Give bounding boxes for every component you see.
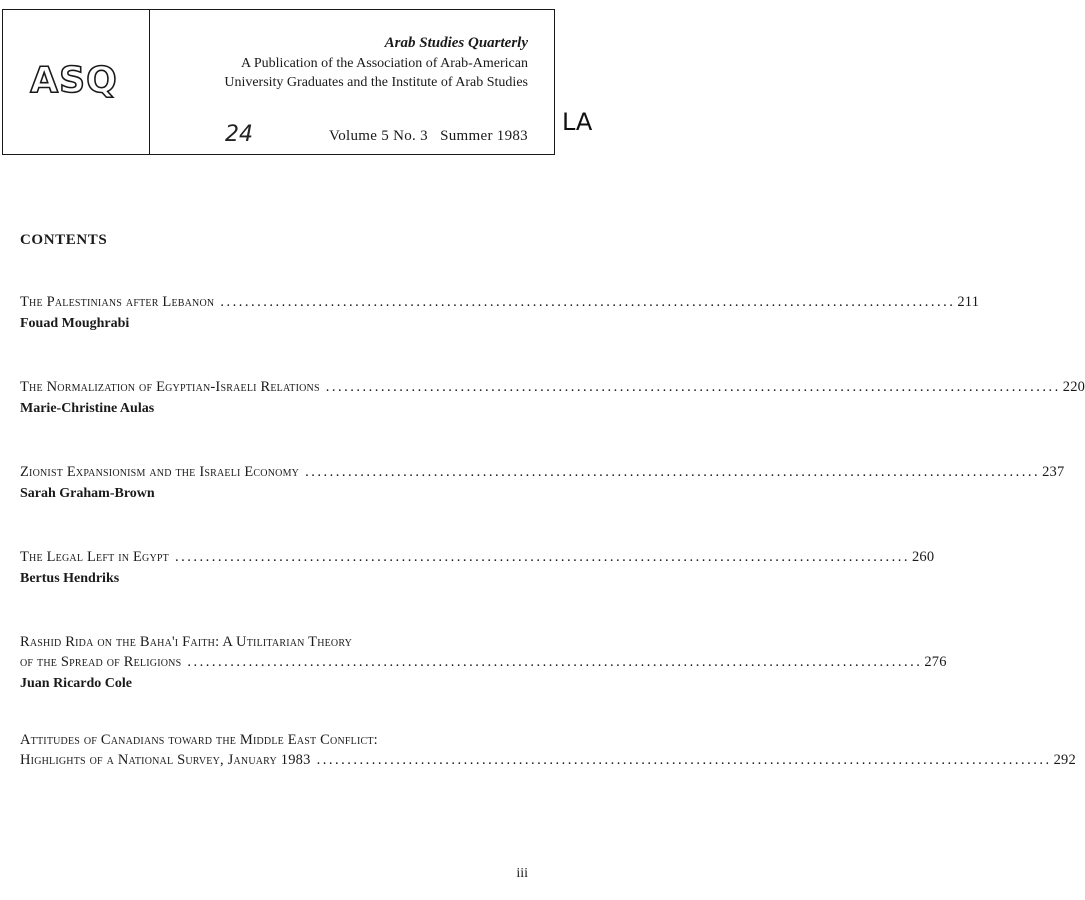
toc-entry [20,377,1085,419]
volume-issue: Volume 5 No. 3 Summer 1983 [329,128,528,144]
article-page: 276 [924,654,947,670]
toc-entry [20,462,1065,504]
toc-title-line [20,632,526,652]
toc-title-line [20,547,935,567]
header-divider [149,10,150,154]
toc-entry [20,632,947,694]
article-title: of the Spread of Religions [20,654,182,670]
publisher-line-1: A Publication of the Association of Arab-American [241,56,528,71]
dot-leader: ........................................................................................................................ [316,752,1052,768]
toc-entry [20,292,980,334]
article-title: Zionist Expansionism and the Israeli Economy [20,464,300,480]
article-title: The Legal Left in Egypt [20,549,169,565]
article-title: Rashid Rida on the Baha'i Faith: A Utilitarian Theory [20,634,353,650]
dot-leader: ........................................................................................................................ [174,549,910,565]
toc-title-line [20,652,947,672]
article-title: The Palestinians after Lebanon [20,294,215,310]
toc-title-line [20,377,1085,397]
article-author: Marie-Christine Aulas [20,401,155,416]
dot-leader: ........................................................................................................................ [187,654,923,670]
article-page: 211 [957,294,980,310]
page-number: iii [516,866,528,881]
article-title: The Normalization of Egyptian-Israeli Relations [20,379,320,395]
article-title: Attitudes of Canadians toward the Middle East Conflict: [20,732,378,748]
journal-title: Arab Studies Quarterly [384,35,528,51]
article-author: Bertus Hendriks [20,571,120,586]
dot-leader: ........................................................................................................................ [220,294,956,310]
toc-entry [20,547,935,589]
toc-entry [20,730,1076,770]
journal-header-box [2,9,555,155]
toc-title-line [20,462,1065,482]
article-author: Fouad Moughrabi [20,316,130,331]
handwritten-margin-note: LA [562,108,593,136]
article-title: Highlights of a National Survey, January 1983 [20,752,311,768]
toc-title-line [20,730,526,750]
article-page: 260 [911,549,935,565]
article-author: Juan Ricardo Cole [20,676,132,691]
dot-leader: ........................................................................................................................ [305,464,1041,480]
logo-text: ASQ [30,60,118,101]
article-page: 292 [1053,752,1076,768]
toc-title-line [20,750,1076,770]
handwritten-number: 24 [225,122,253,147]
publisher-line-2: University Graduates and the Institute of Arab Studies [224,75,528,90]
contents-heading: CONTENTS [20,232,108,248]
asq-logo [29,54,119,104]
dot-leader: ........................................................................................................................ [325,379,1061,395]
article-page: 220 [1062,379,1085,395]
article-author: Sarah Graham-Brown [20,486,155,501]
article-page: 237 [1042,464,1065,480]
toc-title-line [20,292,980,312]
publication-info [153,34,528,92]
